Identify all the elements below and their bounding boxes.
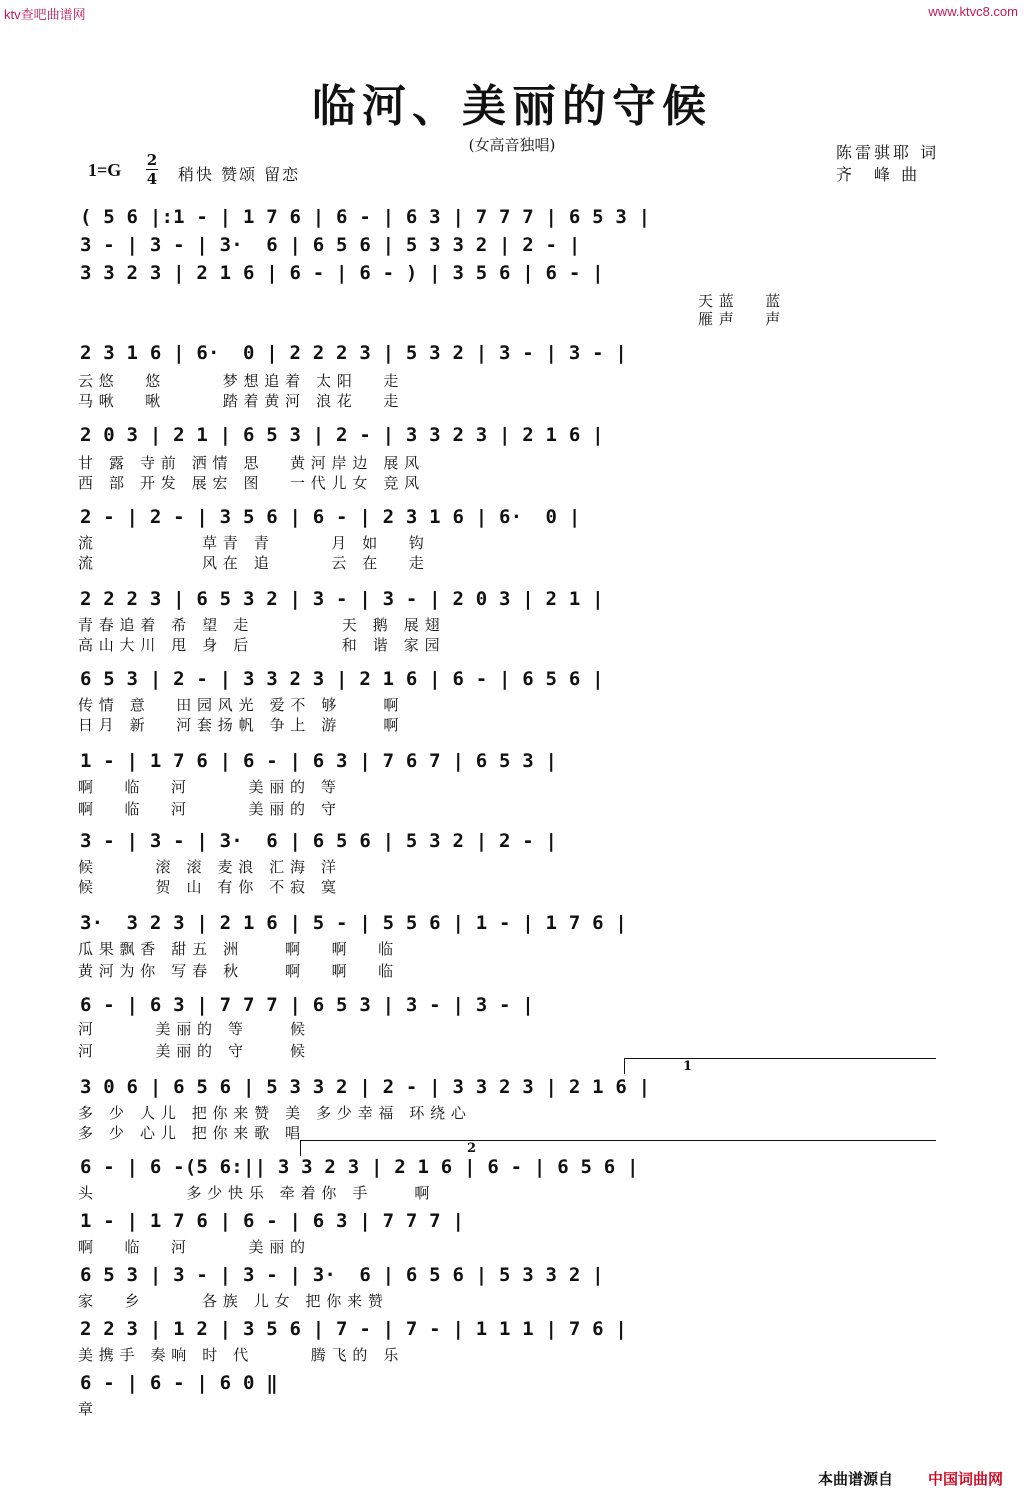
lyric-line-4a: 云 悠 悠 梦 想 追 着 太 阳 走 — [78, 372, 399, 390]
volta-bracket-2: 2 — [300, 1140, 936, 1156]
lyric-line-12a: 河 美 丽 的 等 候 — [78, 1020, 306, 1038]
lyric-line-3b: 雁 声 声 — [698, 310, 781, 328]
lyric-line-13b: 多 少 心 儿 把 你 来 歌 唱 — [78, 1124, 301, 1142]
composer-credit: 齐 峰 曲 — [836, 165, 921, 184]
score-line-8: 6 5 3 | 2 - | 3 3 2 3 | 2 1 6 | 6 - | 6 5 6 | — [80, 668, 604, 690]
lyric-line-6b: 流 风 在 追 云 在 走 — [78, 554, 425, 572]
score-line-3: 3 3 2 3 | 2 1 6 | 6 - | 6 - ) | 3 5 6 | 6 - | — [80, 262, 604, 284]
score-line-18: 6 - | 6 - | 6 0 ‖ — [80, 1372, 278, 1394]
score-line-17: 2 2 3 | 1 2 | 3 5 6 | 7 - | 7 - | 1 1 1 | 7 6 | — [80, 1318, 628, 1340]
score-line-14: 6 - | 6 -(5 6:|| 3 3 2 3 | 2 1 6 | 6 - | 6 5 6 | — [80, 1156, 639, 1178]
lyric-line-7a: 青 春 追 着 希 望 走 天 鹅 展 翅 — [78, 616, 441, 634]
score-line-11: 3· 3 2 3 | 2 1 6 | 5 - | 5 5 6 | 1 - | 1 7 6 | — [80, 912, 628, 934]
volta-bracket-1: 1 — [624, 1058, 936, 1074]
lyric-line-13a: 多 少 人 儿 把 你 来 赞 美 多 少 幸 福 环 绕 心 — [78, 1104, 467, 1122]
lyric-line-15a: 啊 临 河 美 丽 的 — [78, 1238, 306, 1256]
lyric-line-10b: 候 贺 山 有 你 不 寂 寞 — [78, 878, 337, 896]
lyric-line-6a: 流 草 青 青 月 如 钩 — [78, 534, 425, 552]
site-watermark-right: www.ktvc8.com — [928, 4, 1018, 19]
score-line-6: 2 - | 2 - | 3 5 6 | 6 - | 2 3 1 6 | 6· 0 | — [80, 506, 581, 528]
time-signature-bottom: 4 — [146, 170, 158, 188]
score-line-12: 6 - | 6 3 | 7 7 7 | 6 5 3 | 3 - | 3 - | — [80, 994, 534, 1016]
lyric-line-17a: 美 携 手 奏 响 时 代 腾 飞 的 乐 — [78, 1346, 399, 1364]
score-line-9: 1 - | 1 7 6 | 6 - | 6 3 | 7 6 7 | 6 5 3 | — [80, 750, 558, 772]
lyric-line-3a: 天 蓝 蓝 — [698, 292, 781, 310]
score-line-5: 2 0 3 | 2 1 | 6 5 3 | 2 - | 3 3 2 3 | 2 1 6 | — [80, 424, 604, 446]
lyric-line-4b: 马 啾 啾 踏 着 黄 河 浪 花 走 — [78, 392, 399, 410]
song-subtitle: (女高音独唱) — [468, 136, 556, 154]
score-line-10: 3 - | 3 - | 3· 6 | 6 5 6 | 5 3 2 | 2 - | — [80, 830, 558, 852]
lyric-line-16a: 家 乡 各 族 儿 女 把 你 来 赞 — [78, 1292, 384, 1310]
tempo-marking: 稍快 赞颂 留恋 — [178, 165, 301, 184]
lyric-line-7b: 高 山 大 川 甩 身 后 和 谐 家 园 — [78, 636, 441, 654]
lyric-line-18a: 章 — [78, 1400, 94, 1418]
lyric-line-14a: 头 多 少 快 乐 牵 着 你 手 啊 — [78, 1184, 430, 1202]
score-line-15: 1 - | 1 7 6 | 6 - | 6 3 | 7 7 7 | — [80, 1210, 465, 1232]
score-line-16: 6 5 3 | 3 - | 3 - | 3· 6 | 6 5 6 | 5 3 3 2 | — [80, 1264, 604, 1286]
lyric-line-5b: 西 部 开 发 展 宏 图 一 代 儿 女 竞 风 — [78, 474, 420, 492]
lyric-line-10a: 候 滚 滚 麦 浪 汇 海 洋 — [78, 858, 337, 876]
lyric-line-9b: 啊 临 河 美 丽 的 守 — [78, 800, 337, 818]
time-signature — [146, 152, 158, 187]
time-signature-top: 2 — [146, 151, 158, 169]
score-line-1: ( 5 6 |:1 - | 1 7 6 | 6 - | 6 3 | 7 7 7 | 6 5 3 | — [80, 206, 651, 228]
lyric-line-11b: 黄 河 为 你 写 春 秋 啊 啊 临 — [78, 962, 394, 980]
footer-source-label: 本曲谱源自 — [818, 1471, 894, 1488]
footer-source-site: 中国词曲网 — [928, 1471, 1004, 1488]
song-title: 临河、美丽的守候 — [312, 81, 712, 132]
lyric-line-5a: 甘 露 寺 前 洒 情 思 黄 河 岸 边 展 风 — [78, 454, 420, 472]
key-signature: 1=G — [88, 160, 122, 180]
score-line-4: 2 3 1 6 | 6· 0 | 2 2 2 3 | 5 3 2 | 3 - | 3 - | — [80, 342, 628, 364]
lyric-line-12b: 河 美 丽 的 守 候 — [78, 1042, 306, 1060]
site-watermark-left: ktv查吧曲谱网 — [4, 7, 86, 22]
lyric-line-8b: 日 月 新 河 套 扬 帆 争 上 游 啊 — [78, 716, 399, 734]
lyric-line-11a: 瓜 果 飘 香 甜 五 洲 啊 啊 临 — [78, 940, 394, 958]
lyric-line-9a: 啊 临 河 美 丽 的 等 — [78, 778, 337, 796]
lyric-line-8a: 传 情 意 田 园 风 光 爱 不 够 啊 — [78, 696, 399, 714]
score-line-13: 3 0 6 | 6 5 6 | 5 3 3 2 | 2 - | 3 3 2 3 | 2 1 6 | — [80, 1076, 651, 1098]
score-line-7: 2 2 2 3 | 6 5 3 2 | 3 - | 3 - | 2 0 3 | 2 1 | — [80, 588, 604, 610]
lyricist-credit: 陈雷骐耶 词 — [836, 143, 940, 162]
score-line-2: 3 - | 3 - | 3· 6 | 6 5 6 | 5 3 3 2 | 2 - | — [80, 234, 581, 256]
